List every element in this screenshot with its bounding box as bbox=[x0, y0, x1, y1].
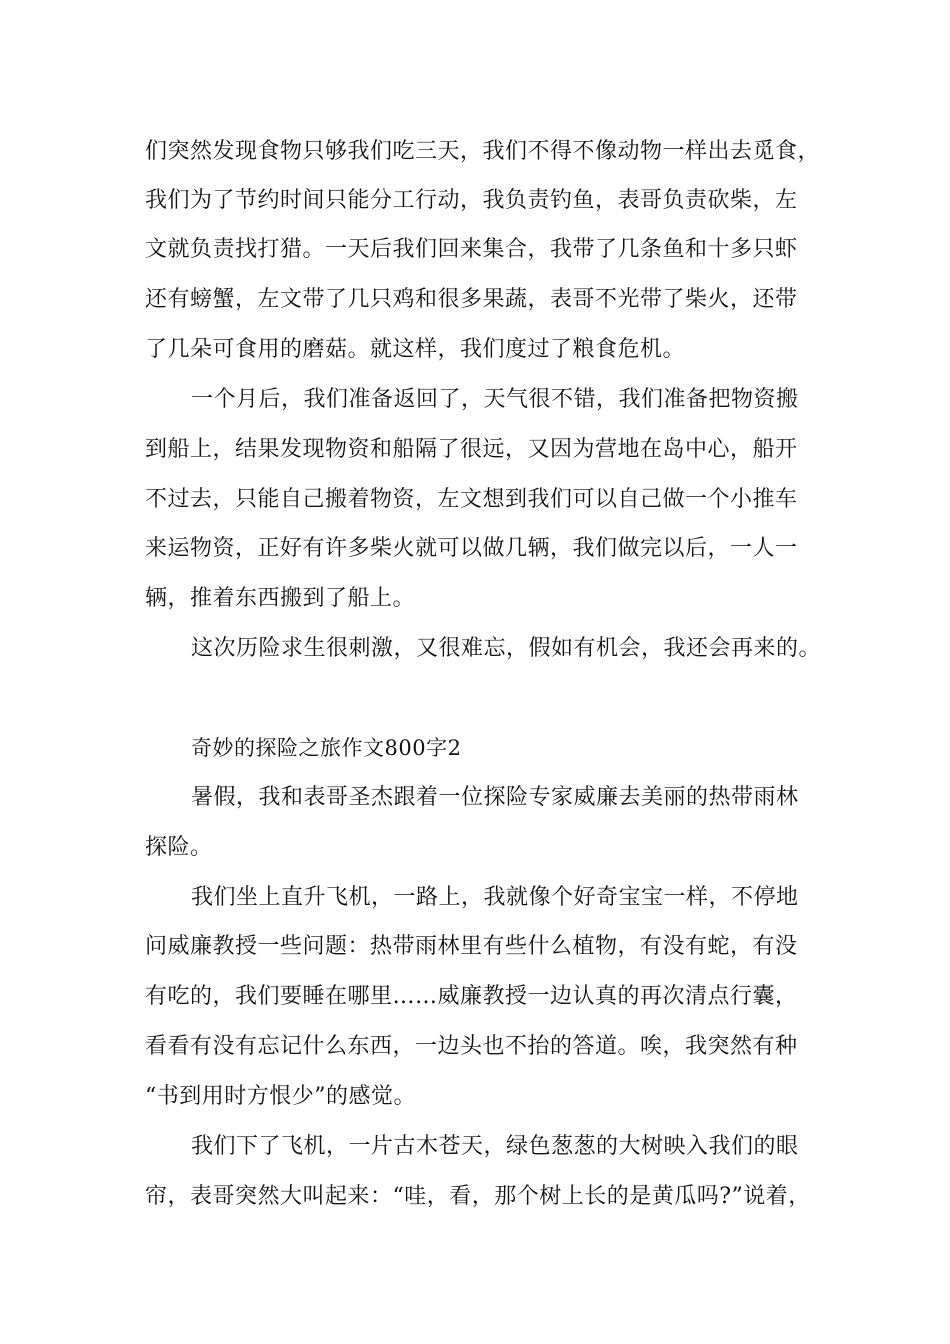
essay-title: 奇妙的探险之旅作文800字2 bbox=[191, 736, 462, 760]
paragraph-line: 一个月后，我们准备返回了，天气很不错，我们准备把物资搬 bbox=[191, 387, 799, 412]
paragraph-line: 我们为了节约时间只能分工行动，我负责钓鱼，表哥负责砍柴，左 bbox=[145, 188, 798, 213]
paragraph-line: 们突然发现食物只够我们吃三天，我们不得不像动物一样出去觅食， bbox=[145, 139, 821, 164]
paragraph-line: 来运物资，正好有许多柴火就可以做几辆，我们做完以后，一人一 bbox=[145, 536, 798, 561]
paragraph-line: 探险。 bbox=[145, 835, 213, 860]
paragraph-line: 我们下了飞机，一片古木苍天，绿色葱葱的大树映入我们的眼 bbox=[191, 1134, 799, 1159]
paragraph-line: 了几朵可食用的磨菇。就这样，我们度过了粮食危机。 bbox=[145, 337, 686, 362]
paragraph-line: “书到用时方恨少”的感觉。 bbox=[145, 1084, 416, 1109]
paragraph-line: 到船上，结果发现物资和船隔了很远，又因为营地在岛中心，船开 bbox=[145, 437, 798, 462]
paragraph-line: 看看有没有忘记什么东西，一边头也不抬的答道。唉，我突然有种 bbox=[145, 1034, 798, 1059]
paragraph-line: 还有螃蟹，左文带了几只鸡和很多果蔬，表哥不光带了柴火，还带 bbox=[145, 287, 798, 312]
paragraph-line: 不过去，只能自己搬着物资，左文想到我们可以自己做一个小推车 bbox=[145, 487, 798, 512]
paragraph-line: 有吃的，我们要睡在哪里……威廉教授一边认真的再次清点行囊， bbox=[145, 984, 798, 1009]
paragraph-line: 辆，推着东西搬到了船上。 bbox=[145, 586, 416, 611]
paragraph-line: 问威廉教授一些问题：热带雨林里有些什么植物，有没有蛇，有没 bbox=[145, 934, 798, 959]
paragraph-line: 这次历险求生很刺激，又很难忘，假如有机会，我还会再来的。 bbox=[191, 636, 822, 661]
paragraph-line: 帘，表哥突然大叫起来：“哇，看，那个树上长的是黄瓜吗?”说着， bbox=[145, 1184, 811, 1209]
paragraph-line: 暑假，我和表哥圣杰跟着一位探险专家威廉去美丽的热带雨林 bbox=[191, 785, 799, 810]
paragraph-line: 我们坐上直升飞机，一路上，我就像个好奇宝宝一样，不停地 bbox=[191, 885, 799, 910]
paragraph-line: 文就负责找打猎。一天后我们回来集合，我带了几条鱼和十多只虾 bbox=[145, 237, 798, 262]
